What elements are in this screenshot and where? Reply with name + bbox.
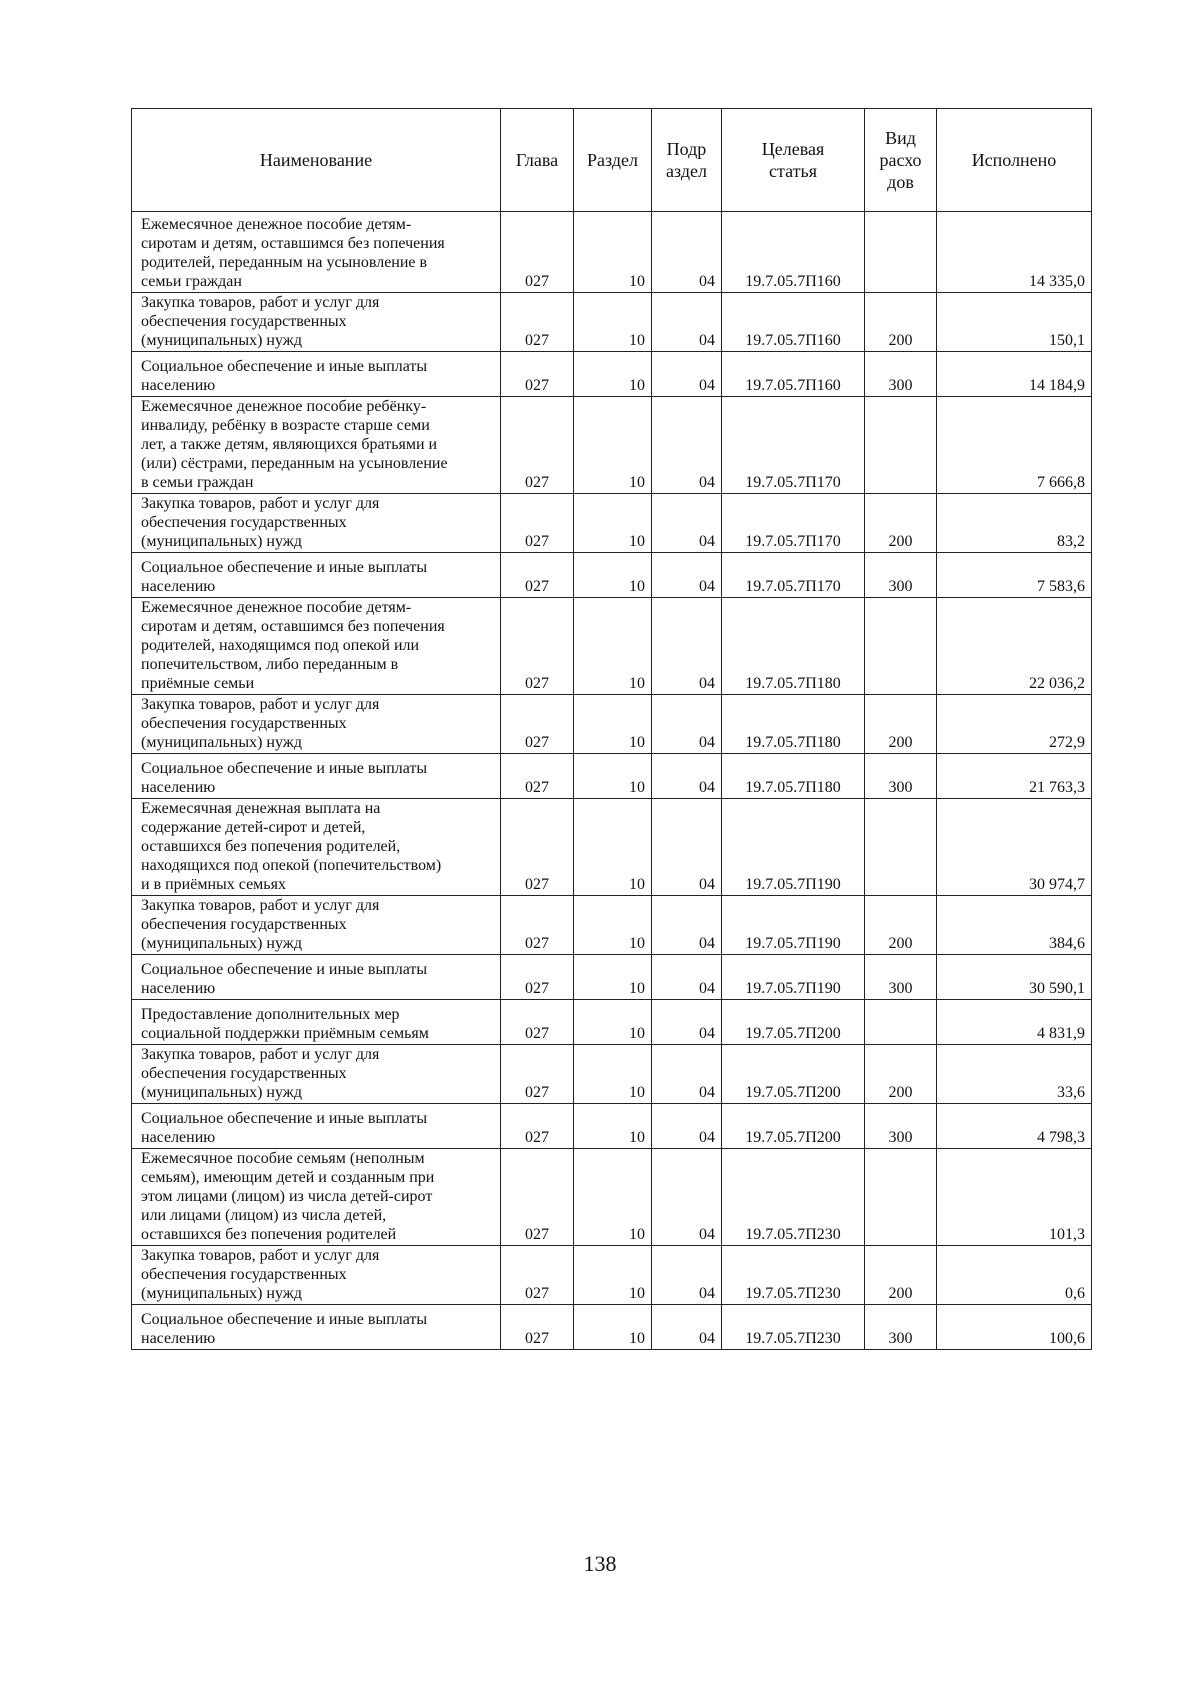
cell-chapter: 027 [501,293,574,352]
cell-subsection: 04 [652,695,722,754]
cell-executed: 14 335,0 [937,212,1092,293]
cell-expense-kind: 300 [865,352,937,397]
cell-executed: 4 798,3 [937,1104,1092,1149]
cell-subsection: 04 [652,799,722,896]
cell-target-article: 19.7.05.7П170 [722,494,865,553]
cell-name: Социальное обеспечение и иные выплаты населению [132,754,501,799]
cell-executed: 21 763,3 [937,754,1092,799]
budget-table [131,108,1092,1350]
table-row [132,598,1092,695]
cell-subsection: 04 [652,598,722,695]
cell-name: Закупка товаров, работ и услуг для обеспечения государственных (муниципальных) нужд [132,1045,501,1104]
table-row [132,1104,1092,1149]
table-row [132,1246,1092,1305]
cell-section: 10 [574,553,652,598]
cell-name: Предоставление дополнительных мер социальной поддержки приёмным семьям [132,1000,501,1045]
cell-target-article: 19.7.05.7П180 [722,695,865,754]
table-row [132,293,1092,352]
cell-name: Социальное обеспечение и иные выплаты населению [132,1305,501,1350]
cell-chapter: 027 [501,754,574,799]
page-number: 138 [583,1551,617,1576]
cell-expense-kind: 300 [865,1305,937,1350]
cell-section: 10 [574,352,652,397]
cell-name: Ежемесячное денежное пособие детям- сиротам и детям, оставшимся без попечения родителей, находящимся под опекой или попечительством, либо переданным в приёмные семьи [132,598,501,695]
cell-chapter: 027 [501,799,574,896]
header-subsection: Подр аздел [652,109,722,212]
cell-chapter: 027 [501,397,574,494]
cell-section: 10 [574,1045,652,1104]
cell-target-article: 19.7.05.7П190 [722,955,865,1000]
cell-expense-kind [865,799,937,896]
cell-target-article: 19.7.05.7П190 [722,799,865,896]
table-row [132,352,1092,397]
cell-executed: 0,6 [937,1246,1092,1305]
cell-subsection: 04 [652,397,722,494]
table-row [132,494,1092,553]
cell-section: 10 [574,397,652,494]
cell-subsection: 04 [652,293,722,352]
cell-executed: 22 036,2 [937,598,1092,695]
cell-name: Ежемесячное денежное пособие ребёнку- инвалиду, ребёнку в возрасте старше семи лет, а также детям, являющихся братьями и (или) сёстрами, переданным на усыновление в семьи граждан [132,397,501,494]
cell-section: 10 [574,293,652,352]
cell-chapter: 027 [501,1149,574,1246]
cell-name: Закупка товаров, работ и услуг для обеспечения государственных (муниципальных) нужд [132,1246,501,1305]
cell-expense-kind: 200 [865,1246,937,1305]
cell-executed: 150,1 [937,293,1092,352]
cell-name: Закупка товаров, работ и услуг для обеспечения государственных (муниципальных) нужд [132,494,501,553]
table-row [132,1000,1092,1045]
table-row [132,955,1092,1000]
cell-chapter: 027 [501,896,574,955]
table-header-row [132,109,1092,212]
cell-subsection: 04 [652,212,722,293]
cell-subsection: 04 [652,1246,722,1305]
cell-target-article: 19.7.05.7П200 [722,1104,865,1149]
cell-name: Социальное обеспечение и иные выплаты населению [132,352,501,397]
cell-target-article: 19.7.05.7П180 [722,754,865,799]
cell-subsection: 04 [652,1000,722,1045]
header-target-article: Целевая статья [722,109,865,212]
cell-target-article: 19.7.05.7П170 [722,397,865,494]
cell-section: 10 [574,598,652,695]
cell-section: 10 [574,494,652,553]
table-row [132,799,1092,896]
table-row [132,896,1092,955]
cell-executed: 7 666,8 [937,397,1092,494]
cell-chapter: 027 [501,1305,574,1350]
header-section: Раздел [574,109,652,212]
cell-chapter: 027 [501,494,574,553]
cell-subsection: 04 [652,352,722,397]
cell-subsection: 04 [652,754,722,799]
cell-expense-kind: 200 [865,695,937,754]
cell-name: Закупка товаров, работ и услуг для обеспечения государственных (муниципальных) нужд [132,293,501,352]
cell-name: Закупка товаров, работ и услуг для обеспечения государственных (муниципальных) нужд [132,695,501,754]
cell-subsection: 04 [652,1305,722,1350]
cell-subsection: 04 [652,494,722,553]
cell-expense-kind [865,598,937,695]
cell-expense-kind [865,212,937,293]
cell-executed: 101,3 [937,1149,1092,1246]
cell-subsection: 04 [652,896,722,955]
cell-executed: 33,6 [937,1045,1092,1104]
cell-section: 10 [574,1246,652,1305]
cell-subsection: 04 [652,1104,722,1149]
cell-chapter: 027 [501,955,574,1000]
cell-section: 10 [574,754,652,799]
cell-expense-kind [865,1149,937,1246]
cell-executed: 30 590,1 [937,955,1092,1000]
cell-executed: 83,2 [937,494,1092,553]
header-expense-kind: Вид расхо дов [865,109,937,212]
cell-expense-kind [865,397,937,494]
cell-chapter: 027 [501,1000,574,1045]
cell-subsection: 04 [652,955,722,1000]
header-name: Наименование [132,109,501,212]
table-row [132,754,1092,799]
cell-target-article: 19.7.05.7П230 [722,1246,865,1305]
cell-section: 10 [574,955,652,1000]
cell-name: Закупка товаров, работ и услуг для обеспечения государственных (муниципальных) нужд [132,896,501,955]
cell-name: Социальное обеспечение и иные выплаты населению [132,1104,501,1149]
table-row [132,1149,1092,1246]
cell-section: 10 [574,799,652,896]
cell-subsection: 04 [652,553,722,598]
cell-executed: 272,9 [937,695,1092,754]
cell-target-article: 19.7.05.7П230 [722,1305,865,1350]
cell-expense-kind: 200 [865,293,937,352]
cell-chapter: 027 [501,1246,574,1305]
cell-target-article: 19.7.05.7П160 [722,293,865,352]
cell-executed: 100,6 [937,1305,1092,1350]
cell-expense-kind: 200 [865,896,937,955]
cell-target-article: 19.7.05.7П180 [722,598,865,695]
cell-chapter: 027 [501,352,574,397]
table-body [132,212,1092,1350]
cell-name: Ежемесячное денежное пособие детям- сиротам и детям, оставшимся без попечения родителей, переданным на усыновление в семьи граждан [132,212,501,293]
cell-executed: 7 583,6 [937,553,1092,598]
table-row [132,1305,1092,1350]
cell-chapter: 027 [501,1045,574,1104]
cell-target-article: 19.7.05.7П230 [722,1149,865,1246]
cell-chapter: 027 [501,1104,574,1149]
cell-target-article: 19.7.05.7П160 [722,352,865,397]
cell-target-article: 19.7.05.7П160 [722,212,865,293]
cell-executed: 30 974,7 [937,799,1092,896]
cell-section: 10 [574,1104,652,1149]
cell-chapter: 027 [501,553,574,598]
cell-chapter: 027 [501,695,574,754]
cell-target-article: 19.7.05.7П170 [722,553,865,598]
cell-executed: 14 184,9 [937,352,1092,397]
table-row [132,1045,1092,1104]
cell-subsection: 04 [652,1045,722,1104]
cell-name: Ежемесячное пособие семьям (неполным семьям), имеющим детей и созданным при этом лицами (лицом) из числа детей-сирот или лицами (лицом) из числа детей, оставшихся без попечения родителей [132,1149,501,1246]
cell-section: 10 [574,1149,652,1246]
cell-name: Социальное обеспечение и иные выплаты населению [132,955,501,1000]
table-row [132,212,1092,293]
cell-expense-kind: 200 [865,494,937,553]
cell-expense-kind [865,1000,937,1045]
cell-expense-kind: 300 [865,553,937,598]
cell-section: 10 [574,695,652,754]
cell-target-article: 19.7.05.7П190 [722,896,865,955]
cell-chapter: 027 [501,212,574,293]
table-row [132,553,1092,598]
cell-section: 10 [574,896,652,955]
cell-name: Ежемесячная денежная выплата на содержание детей-сирот и детей, оставшихся без попечения родителей, находящихся под опекой (попечительством) и в приёмных семьях [132,799,501,896]
cell-chapter: 027 [501,598,574,695]
cell-executed: 4 831,9 [937,1000,1092,1045]
cell-target-article: 19.7.05.7П200 [722,1045,865,1104]
cell-expense-kind: 300 [865,754,937,799]
table-row [132,397,1092,494]
cell-expense-kind: 300 [865,1104,937,1149]
cell-section: 10 [574,1305,652,1350]
cell-executed: 384,6 [937,896,1092,955]
header-chapter: Глава [501,109,574,212]
cell-target-article: 19.7.05.7П200 [722,1000,865,1045]
cell-subsection: 04 [652,1149,722,1246]
header-executed: Исполнено [937,109,1092,212]
cell-expense-kind: 200 [865,1045,937,1104]
table-row [132,695,1092,754]
cell-name: Социальное обеспечение и иные выплаты населению [132,553,501,598]
cell-expense-kind: 300 [865,955,937,1000]
cell-section: 10 [574,212,652,293]
cell-section: 10 [574,1000,652,1045]
